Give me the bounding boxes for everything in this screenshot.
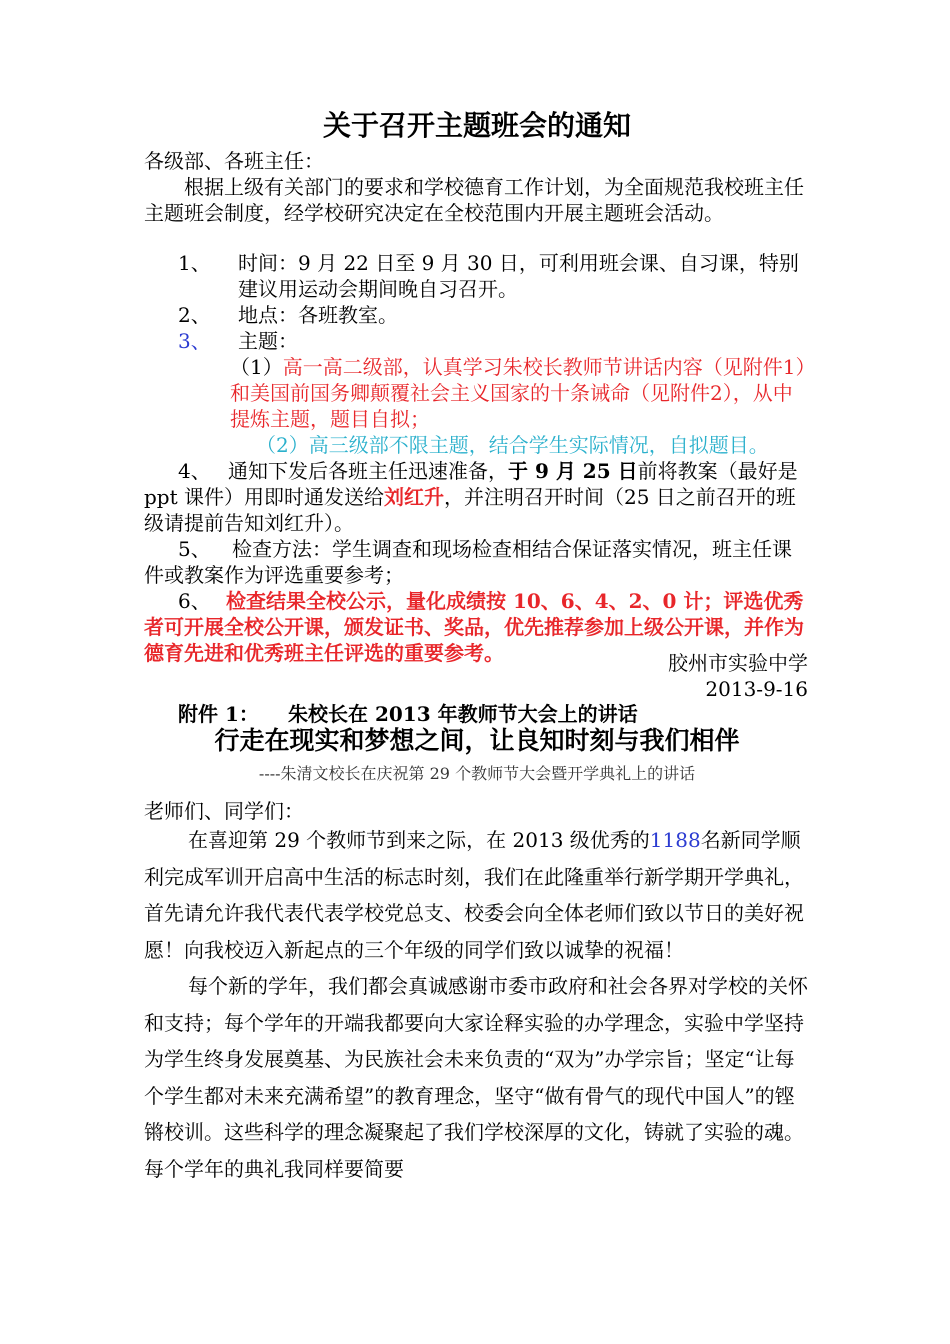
speech-greeting: 老师们、同学们： xyxy=(144,799,304,823)
speech-title: 行走在现实和梦想之间，让良知时刻与我们相伴 xyxy=(214,726,740,755)
item-text: 地点：各班教室。 xyxy=(238,303,398,327)
speech-body xyxy=(144,822,810,1187)
notice-item-4 xyxy=(144,458,810,536)
item-text: 通知下发后各班主任迅速准备， xyxy=(228,459,508,483)
notice-item-3 xyxy=(178,328,808,354)
theme-prefix: （1） xyxy=(230,355,283,379)
item-text: 前将教案（最好是 ppt 课件）用即时通发送给 xyxy=(144,459,798,509)
attachment-label: 附件 1： xyxy=(178,702,259,726)
speech-paragraph-2: 每个新的学年，我们都会真诚感谢市委市政府和社会各界对学校的关怀和支持；每个学年的开端我都要向大家诠释实验的办学理念，实验中学坚持为学生终身发展奠基、为民族社会未来负责的“双为”办学宗旨；坚定“让每个学生都对未来充满希望”的教育理念，坚守“做有骨气的现代中国人”的铿锵校训。这些科学的理念凝聚起了我们学校深厚的文化，铸就了实验的魂。每个学年的典礼我同样要简要 xyxy=(144,974,808,1181)
item-number: 6、 xyxy=(178,589,211,613)
speech-text: 在喜迎第 29 个教师节到来之际，在 2013 级优秀的 xyxy=(188,828,650,852)
item-number: 1、 xyxy=(178,251,211,275)
theme-2: （2）高三级部不限主题，结合学生实际情况，自拟题目。 xyxy=(256,433,769,457)
speech-paragraph-1 xyxy=(144,822,810,968)
item-text: 检查结果全校公示，量化成绩按 10、6、4、2、0 计；评选优秀者可开展全校公开课，颁发证书、奖品，优先推荐参加上级公开课，并作为德育先进和优秀班主任评选的重要参考。 xyxy=(144,589,804,665)
salutation: 各级部、各班主任： xyxy=(144,149,324,173)
student-count: 1188 xyxy=(649,828,701,852)
item-text: ，并注明召开时间（25 日之前召开的班级请提前告知刘红升）。 xyxy=(144,485,796,535)
contact-name: 刘红升 xyxy=(384,485,444,509)
notice-item-1 xyxy=(178,250,808,302)
item-text: 时间：9 月 22 日至 9 月 30 日，可利用班会课、自习课，特别建议用运动会期间晚自习召开。 xyxy=(238,251,799,301)
item-number: 2、 xyxy=(178,303,211,327)
notice-date: 2013-9-16 xyxy=(705,677,808,701)
theme-1 xyxy=(230,354,810,432)
theme-text: 高一高二级部，认真学习朱校长教师节讲话内容（见附件1）和美国前国务卿颠覆社会主义国家的十条诫命（见附件2），从中提炼主题，题目自拟； xyxy=(230,355,806,431)
speech-text: 名新同学顺利完成军训开启高中生活的标志时刻，我们在此隆重举行新学期开学典礼，首先请允许我代表代表学校党总支、校委会向全体老师们致以节日的美好祝愿！向我校迈入新起点的三个年级的同学们致以诚挚的祝福！ xyxy=(144,828,804,962)
signature: 胶州市实验中学 xyxy=(668,651,808,675)
item-text: 主题： xyxy=(238,329,298,353)
speech-subtitle: ----朱清文校长在庆祝第 29 个教师节大会暨开学典礼上的讲话 xyxy=(258,764,696,783)
intro-paragraph: 根据上级有关部门的要求和学校德育工作计划，为全面规范我校班主任主题班会制度，经学校研究决定在全校范围内开展主题班会活动。 xyxy=(144,175,804,225)
item-text: 检查方法：学生调查和现场检查相结合保证落实情况，班主任课件或教案作为评选重要参考； xyxy=(144,537,792,587)
notice-title: 关于召开主题班会的通知 xyxy=(322,109,631,142)
item-number: 4、 xyxy=(178,459,211,483)
item-number: 3、 xyxy=(178,329,211,353)
notice-item-2 xyxy=(178,302,808,328)
deadline: 于 9 月 25 日 xyxy=(508,459,638,483)
item-number: 5、 xyxy=(178,537,211,561)
attachment-label-title: 朱校长在 2013 年教师节大会上的讲话 xyxy=(288,702,638,726)
notice-item-5 xyxy=(144,536,810,588)
